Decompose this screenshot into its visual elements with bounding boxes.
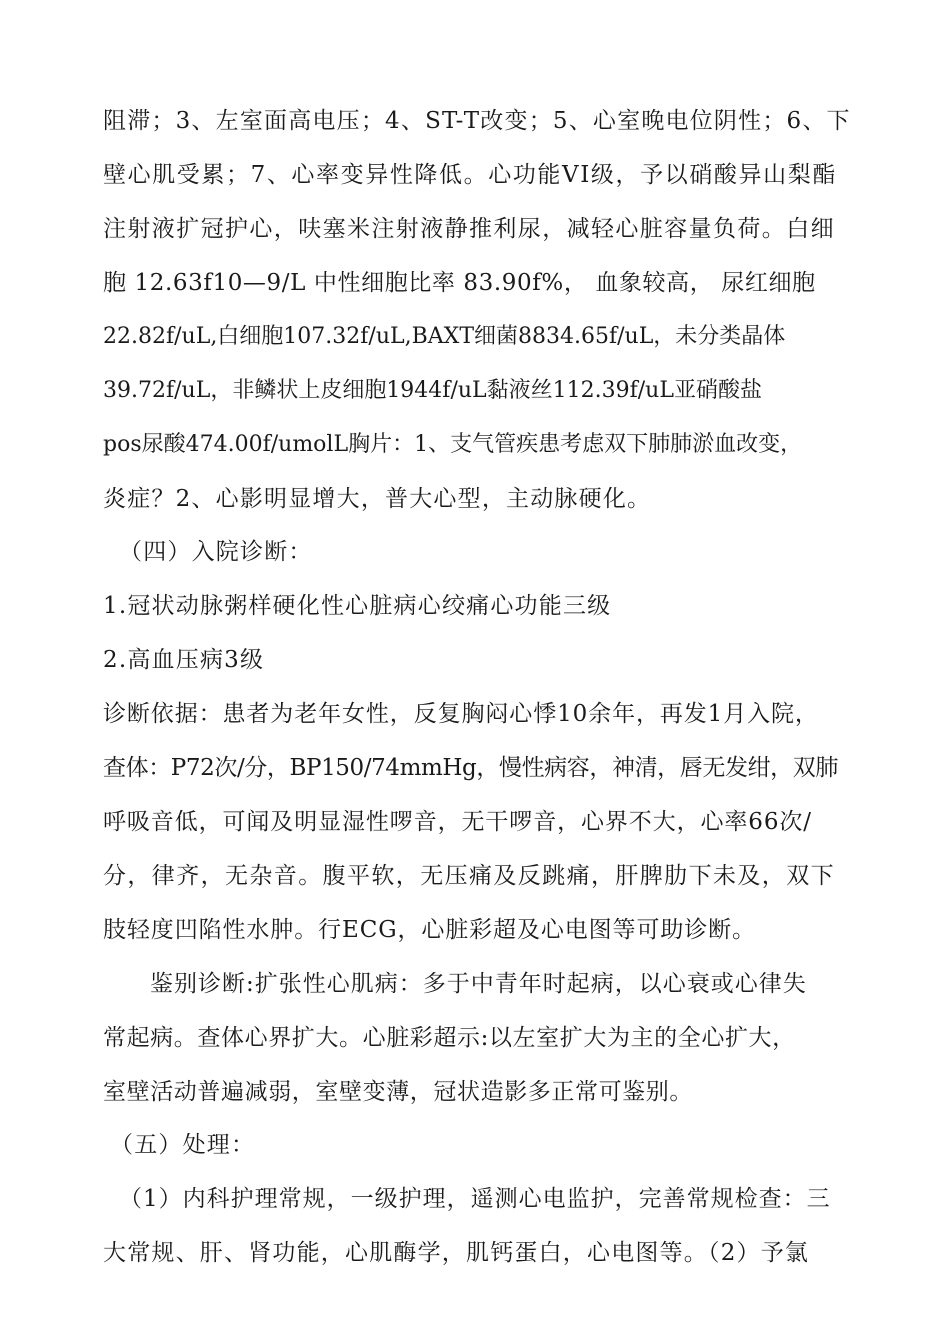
text-line-22: 大常规、肝、肾功能，心肌酶学，肌钙蛋白，心电图等。（2）予氯 [103,1240,810,1266]
text-line-16: 肢轻度凹陷性水肿。行ECG，心脏彩超及心电图等可助诊断。 [103,917,756,943]
text-line-7: pos尿酸474.00f/umolL胸片：1、支气管疾患考虑双下肺肺淤血改变， [103,432,803,457]
text-line-5: 22.82f/uL,白细胞107.32f/uL,BAXT细菌8834.65f/uL，未分类晶体 [103,324,786,349]
text-line-18: 常起病。查体心界扩大。心脏彩超示:以左室扩大为主的全心扩大， [103,1025,796,1051]
text-line-17: 鉴别诊断:扩张性心肌病：多于中青年时起病，以心衰或心律失 [150,971,807,997]
text-line-19: 室壁活动普遍减弱，室壁变薄，冠状造影多正常可鉴别。 [103,1079,693,1105]
text-line-4: 胞 12.63f10—9/L 中性细胞比率 83.90f%， 血象较高， 尿红细胞 [103,270,816,296]
diagnosis-item-2: 2.高血压病3级 [103,647,265,673]
text-line-21: （1）内科护理常规，一级护理，遥测心电监护，完善常规检查：三 [119,1186,831,1212]
section-heading-treatment: （五）处理： [110,1132,256,1158]
text-line-2: 壁心肌受累；7、心率变异性降低。心功能VI级，予以硝酸异山梨酯 [103,162,837,188]
section-heading-admission-diagnosis: （四）入院诊断： [119,539,313,565]
text-line-13: 查体：P72次/分，BP150/74mmHg，慢性病容，神清，唇无发绀，双肺 [103,755,838,781]
diagnosis-item-1: 1.冠状动脉粥样硬化性心脏病心绞痛心功能三级 [103,593,612,619]
text-line-12: 诊断依据：患者为老年女性，反复胸闷心悸10余年，再发1月入院， [103,701,819,727]
text-line-8: 炎症？2、心影明显增大，普大心型，主动脉硬化。 [103,486,652,512]
text-line-6: 39.72f/uL，非鳞状上皮细胞1944f/uL黏液丝112.39f/uL亚硝酸盐 [103,378,762,403]
text-line-1: 阻滞；3、左室面高电压；4、ST-T改变；5、心室晚电位阴性；6、下 [103,108,851,134]
text-line-15: 分，律齐，无杂音。腹平软，无压痛及反跳痛，肝脾肋下未及，双下 [103,863,835,889]
text-line-3: 注射液扩冠护心，呋塞米注射液静推利尿，减轻心脏容量负荷。白细 [103,216,835,242]
text-line-14: 呼吸音低，可闻及明显湿性啰音，无干啰音，心界不大，心率66次/ [103,809,812,835]
